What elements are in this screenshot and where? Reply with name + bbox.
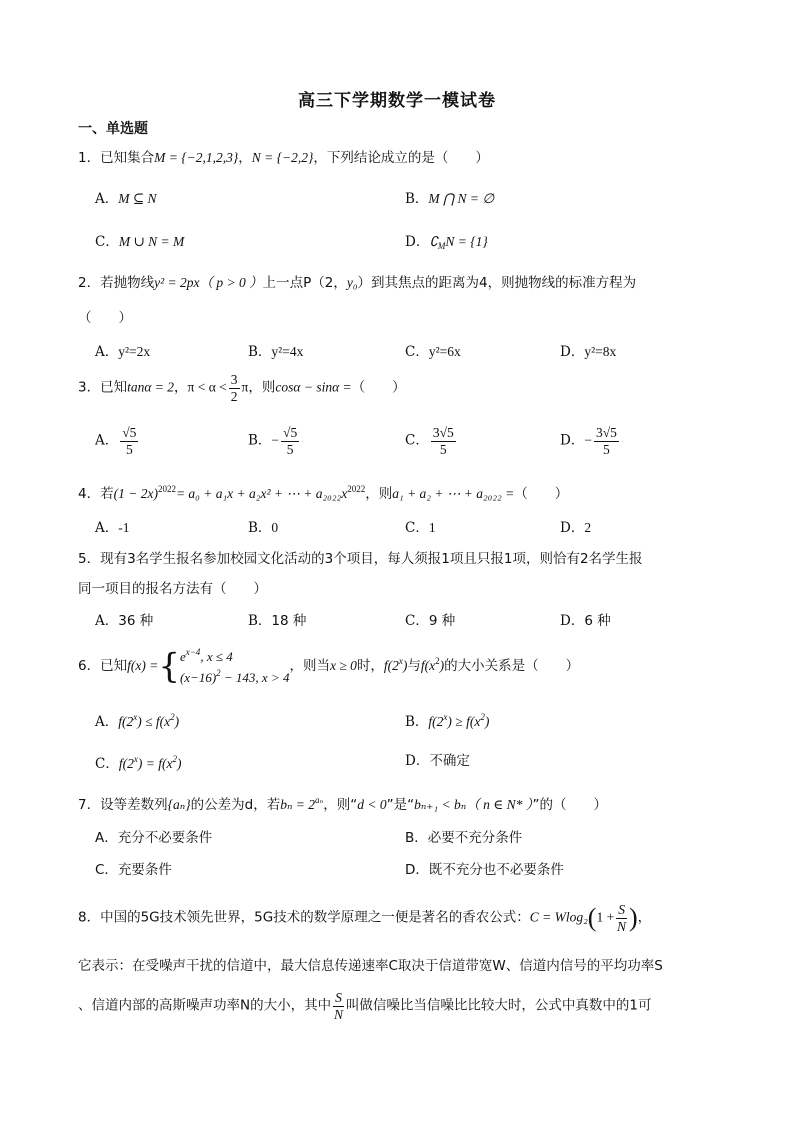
fraction-num: 3: [230, 372, 238, 387]
math-range: π < α <: [187, 379, 227, 395]
case-expr: (x−16): [179, 669, 217, 685]
math-fx2: f(x: [420, 658, 436, 673]
fraction-num: S: [335, 990, 342, 1005]
sign: −: [271, 432, 280, 448]
question-5-line2: 同一项目的报名方法有（ ）: [78, 581, 267, 597]
left-brace: {: [158, 646, 180, 687]
math-y0: y₀: [346, 275, 358, 290]
fraction: [616, 902, 627, 934]
option-label: D．: [405, 753, 430, 769]
radicand: 5: [290, 425, 298, 440]
case-exp: 2: [216, 667, 221, 678]
question-text: 已知: [100, 379, 128, 396]
fraction-num: √5: [122, 425, 137, 440]
question-text: 已知集合: [100, 150, 155, 166]
math-parabola: y² = 2px: [154, 275, 200, 290]
q2-option-a[interactable]: [95, 345, 150, 360]
option-label: D．: [560, 613, 585, 629]
question-text: 若抛物线: [100, 275, 155, 291]
question-text: 已知: [100, 658, 128, 674]
option-expr: -1: [118, 520, 130, 535]
option-expr: $f(2^x) \le f(x^2)$: [118, 712, 180, 729]
math-exp: x: [398, 656, 403, 666]
q4-option-c[interactable]: [405, 521, 436, 536]
math-base: (1 − 2x): [113, 486, 158, 501]
question-text: ，下列结论成立的是（ ）: [313, 150, 489, 166]
option-expr: 0: [271, 520, 279, 535]
question-number: 6．: [78, 658, 101, 674]
option-expr: 1: [428, 520, 436, 535]
fraction: [594, 425, 619, 457]
option-label: A．: [95, 613, 119, 629]
option-expr: 9 种: [428, 613, 456, 629]
question-text: 与: [407, 658, 421, 674]
question-text: 若: [100, 486, 114, 502]
math-fx: f(x) =: [127, 658, 159, 673]
option-label: A．: [95, 714, 119, 730]
option-label: C．: [405, 613, 429, 629]
q7-option-c[interactable]: [95, 864, 172, 878]
q1-option-d[interactable]: [405, 235, 488, 251]
question-text: ，: [637, 909, 652, 926]
option-expr: N = {1}: [445, 234, 488, 249]
fraction-num: 3√5: [432, 425, 454, 440]
case-1: [180, 646, 290, 667]
math-cond: （ n ∈ N* ）: [466, 797, 533, 812]
question-text: 现有3名学生报名参加校园文化活动的3个项目，每人须报1项且只报1项，则恰有2名学生报: [100, 551, 643, 567]
separator: ，: [238, 150, 252, 166]
question-number: 1．: [78, 150, 101, 166]
question-text: ）到其焦点的距离为4，则抛物线的标准方程为: [357, 275, 637, 291]
option-expr: 2: [584, 520, 592, 535]
q6-option-b[interactable]: [405, 713, 489, 730]
q6-option-d[interactable]: [405, 755, 470, 769]
option-label: C．: [405, 432, 429, 449]
math-tan: tanα = 2: [127, 379, 175, 395]
question-5: [78, 553, 643, 567]
question-text: ，则当: [289, 658, 330, 674]
math-cond: （ p > 0 ）: [199, 275, 263, 290]
radicand: 5: [610, 425, 617, 440]
q5-option-a[interactable]: [95, 615, 153, 629]
math-cond: bₙ₊₁ < bₙ: [414, 797, 467, 812]
option-expr: 6 种: [584, 613, 611, 629]
q2-option-d[interactable]: [560, 345, 616, 360]
question-number: 2．: [78, 275, 101, 291]
case-2: [180, 667, 290, 688]
option-label: C．: [95, 234, 119, 250]
math-exp: 2022: [347, 484, 366, 494]
math-rhs: = a₀ + a₁x + a₂x² + ⋯ + a₂₀₂₂x: [175, 486, 348, 501]
q1-option-a[interactable]: [95, 192, 157, 207]
relation: ≥: [455, 714, 463, 729]
math-seq: {aₙ}: [167, 797, 191, 812]
option-sub: M: [437, 241, 446, 251]
option-expr: 必要不充分条件: [427, 830, 523, 846]
math-exp: 2: [435, 656, 440, 666]
question-text: ”是“: [386, 797, 415, 813]
option-expr: 充分不必要条件: [117, 830, 213, 846]
math-cond: d < 0: [357, 797, 387, 812]
case-cond: , x ≤ 4: [200, 649, 233, 664]
question-number: 3．: [78, 379, 101, 396]
fraction: [229, 372, 240, 404]
radicand: 5: [129, 425, 137, 440]
q1-option-b[interactable]: [405, 192, 494, 207]
math-bn: bₙ = 2: [280, 797, 316, 812]
question-text: （ ）: [351, 379, 406, 396]
fraction: [120, 425, 138, 457]
option-label: B．: [248, 432, 272, 449]
fraction: [431, 425, 456, 457]
question-text: 时，: [356, 658, 384, 674]
q4-option-d[interactable]: [560, 521, 591, 536]
question-text: 的公差为d，若: [190, 797, 281, 813]
question-number: 4．: [78, 486, 101, 502]
paren: ): [402, 658, 408, 673]
fraction-den: 5: [439, 441, 447, 457]
math-ask: cosα − sinα =: [275, 379, 352, 395]
question-text: ，则: [248, 379, 276, 396]
question-2: [78, 276, 636, 291]
case-exp: x−4: [185, 647, 201, 657]
question-text: ”的（ ）: [532, 797, 607, 813]
question-8: [78, 902, 651, 934]
question-text: 上一点P（2，: [262, 275, 347, 291]
q6-option-a[interactable]: [95, 713, 179, 730]
question-number: 7．: [78, 797, 101, 813]
option-label: B．: [248, 613, 272, 629]
relation: ≤: [145, 714, 153, 729]
question-number: 5．: [78, 551, 101, 567]
question-text: 、信道内部的高斯噪声功率N的大小，其中: [78, 997, 332, 1014]
sign: −: [584, 432, 592, 448]
option-label: C．: [405, 344, 429, 360]
paren: ): [439, 658, 445, 673]
section-heading: 一、单选题: [78, 121, 148, 137]
option-label: C．: [95, 862, 118, 878]
option-expr: 充要条件: [117, 862, 172, 878]
coefficient: 3: [432, 425, 440, 440]
question-text: 中国的5G技术领先世界，5G技术的数学原理之一便是著名的香农公式：: [100, 909, 530, 926]
option-label: C．: [95, 756, 119, 772]
question-1: [78, 151, 489, 166]
math-set-n: N = {−2,2}: [251, 150, 314, 165]
question-8-line3: [78, 990, 651, 1022]
case-cond: − 143, x > 4: [220, 669, 290, 685]
fraction-num: S: [618, 902, 625, 917]
option-label: D．: [560, 344, 585, 360]
option-label: B．: [405, 191, 429, 207]
option-expr: $f(2^x) \ge f(x^2)$: [428, 712, 490, 729]
q7-option-b[interactable]: [405, 832, 522, 846]
q1-option-c[interactable]: [95, 235, 184, 250]
option-label: D．: [405, 234, 430, 250]
question-4: [78, 485, 568, 502]
fraction-den: N: [617, 918, 627, 934]
fraction-den: 2: [230, 388, 238, 404]
option-label: A．: [95, 344, 119, 360]
question-6: [78, 646, 579, 687]
option-expr: M ∪ N = M: [118, 234, 185, 249]
option-expr: y²=6x: [428, 344, 461, 359]
option-expr: 18 种: [271, 613, 307, 629]
fraction-den: 5: [125, 441, 133, 457]
question-text: （ ）: [514, 486, 569, 502]
option-label: D．: [560, 432, 585, 449]
option-label: D．: [405, 862, 429, 878]
fraction-den: N: [333, 1006, 343, 1022]
q7-option-a[interactable]: [95, 832, 212, 846]
q3-option-a[interactable]: [95, 425, 140, 457]
question-number: 8．: [78, 909, 101, 926]
question-3: [78, 372, 406, 404]
fraction: [333, 990, 344, 1022]
option-label: A．: [95, 191, 119, 207]
question-8-line2: 它表示：在受噪声干扰的信道中，最大信息传递速率C取决于信道带宽W、信道内信号的平均功率S: [78, 958, 663, 974]
option-expr: $f(2^x) = f(x^2)$: [118, 754, 182, 771]
q2-option-b[interactable]: [248, 345, 303, 360]
relation: =: [145, 756, 155, 771]
fraction-num: 3√5: [595, 425, 617, 440]
q3-option-c[interactable]: [405, 425, 458, 457]
option-label: A．: [95, 830, 118, 846]
q4-option-a[interactable]: [95, 521, 130, 536]
option-expr: M ⋂ N = ∅: [428, 191, 495, 206]
fraction: [281, 425, 299, 457]
question-7: [78, 796, 607, 813]
case-expr: e: [179, 649, 186, 664]
piecewise-cases: [180, 646, 290, 687]
math-formula: C = Wlog₂: [529, 909, 588, 925]
q2-option-c[interactable]: [405, 345, 461, 360]
option-expr: 36 种: [118, 613, 154, 629]
q3-option-d[interactable]: [560, 425, 621, 457]
q6-option-c[interactable]: [95, 755, 181, 772]
math-set-m: M = {−2,1,2,3}: [154, 150, 239, 165]
question-text: ，则: [365, 486, 393, 502]
fraction-num: √5: [283, 425, 298, 440]
option-label: A．: [95, 520, 119, 536]
coefficient: 3: [595, 425, 603, 440]
separator: ，: [174, 379, 188, 396]
option-expr: y²=2x: [118, 344, 151, 359]
option-label: D．: [560, 520, 585, 536]
math-exp: aₙ: [315, 795, 324, 805]
math-cond: x ≥ 0: [329, 658, 357, 673]
option-expr: 既不充分也不必要条件: [428, 862, 564, 878]
math-pi: π: [241, 379, 249, 395]
option-label: B．: [405, 714, 429, 730]
option-expr: y²=4x: [271, 344, 304, 359]
option-label: B．: [248, 344, 272, 360]
option-label: B．: [248, 520, 272, 536]
option-expr: M ⊆ N: [118, 191, 157, 206]
fraction-den: 5: [286, 441, 294, 457]
option-expr: y²=8x: [584, 344, 617, 359]
radicand: 5: [447, 425, 454, 440]
question-text: 叫做信噪比当信噪比比较大时，公式中真数中的1可: [345, 997, 652, 1014]
paren: (: [587, 903, 597, 933]
math-exp: 2022: [157, 484, 176, 494]
exam-title: 高三下学期数学一模试卷: [298, 91, 496, 111]
option-label: C．: [405, 520, 429, 536]
q5-option-b[interactable]: [248, 615, 306, 629]
question-2-line2: （ ）: [78, 310, 132, 326]
math-inner: 1 +: [596, 909, 615, 925]
q5-option-c[interactable]: [405, 615, 455, 629]
paren: ): [628, 903, 638, 933]
option-expr: ∁: [429, 234, 438, 249]
q3-option-b[interactable]: [248, 425, 301, 457]
option-label: A．: [95, 432, 119, 449]
question-text: 的大小关系是（ ）: [444, 658, 580, 674]
question-text: 设等差数列: [100, 797, 168, 813]
math-f2x: f(2: [383, 658, 399, 673]
q4-option-b[interactable]: [248, 521, 278, 536]
math-ask: a₁ + a₂ + ⋯ + a₂₀₂₂ =: [392, 486, 515, 501]
option-expr: 不确定: [429, 753, 470, 769]
fraction-den: 5: [603, 441, 610, 457]
option-label: B．: [405, 830, 428, 846]
q7-option-d[interactable]: [405, 864, 564, 878]
q5-option-d[interactable]: [560, 615, 611, 629]
question-text: ，则“: [323, 797, 358, 813]
